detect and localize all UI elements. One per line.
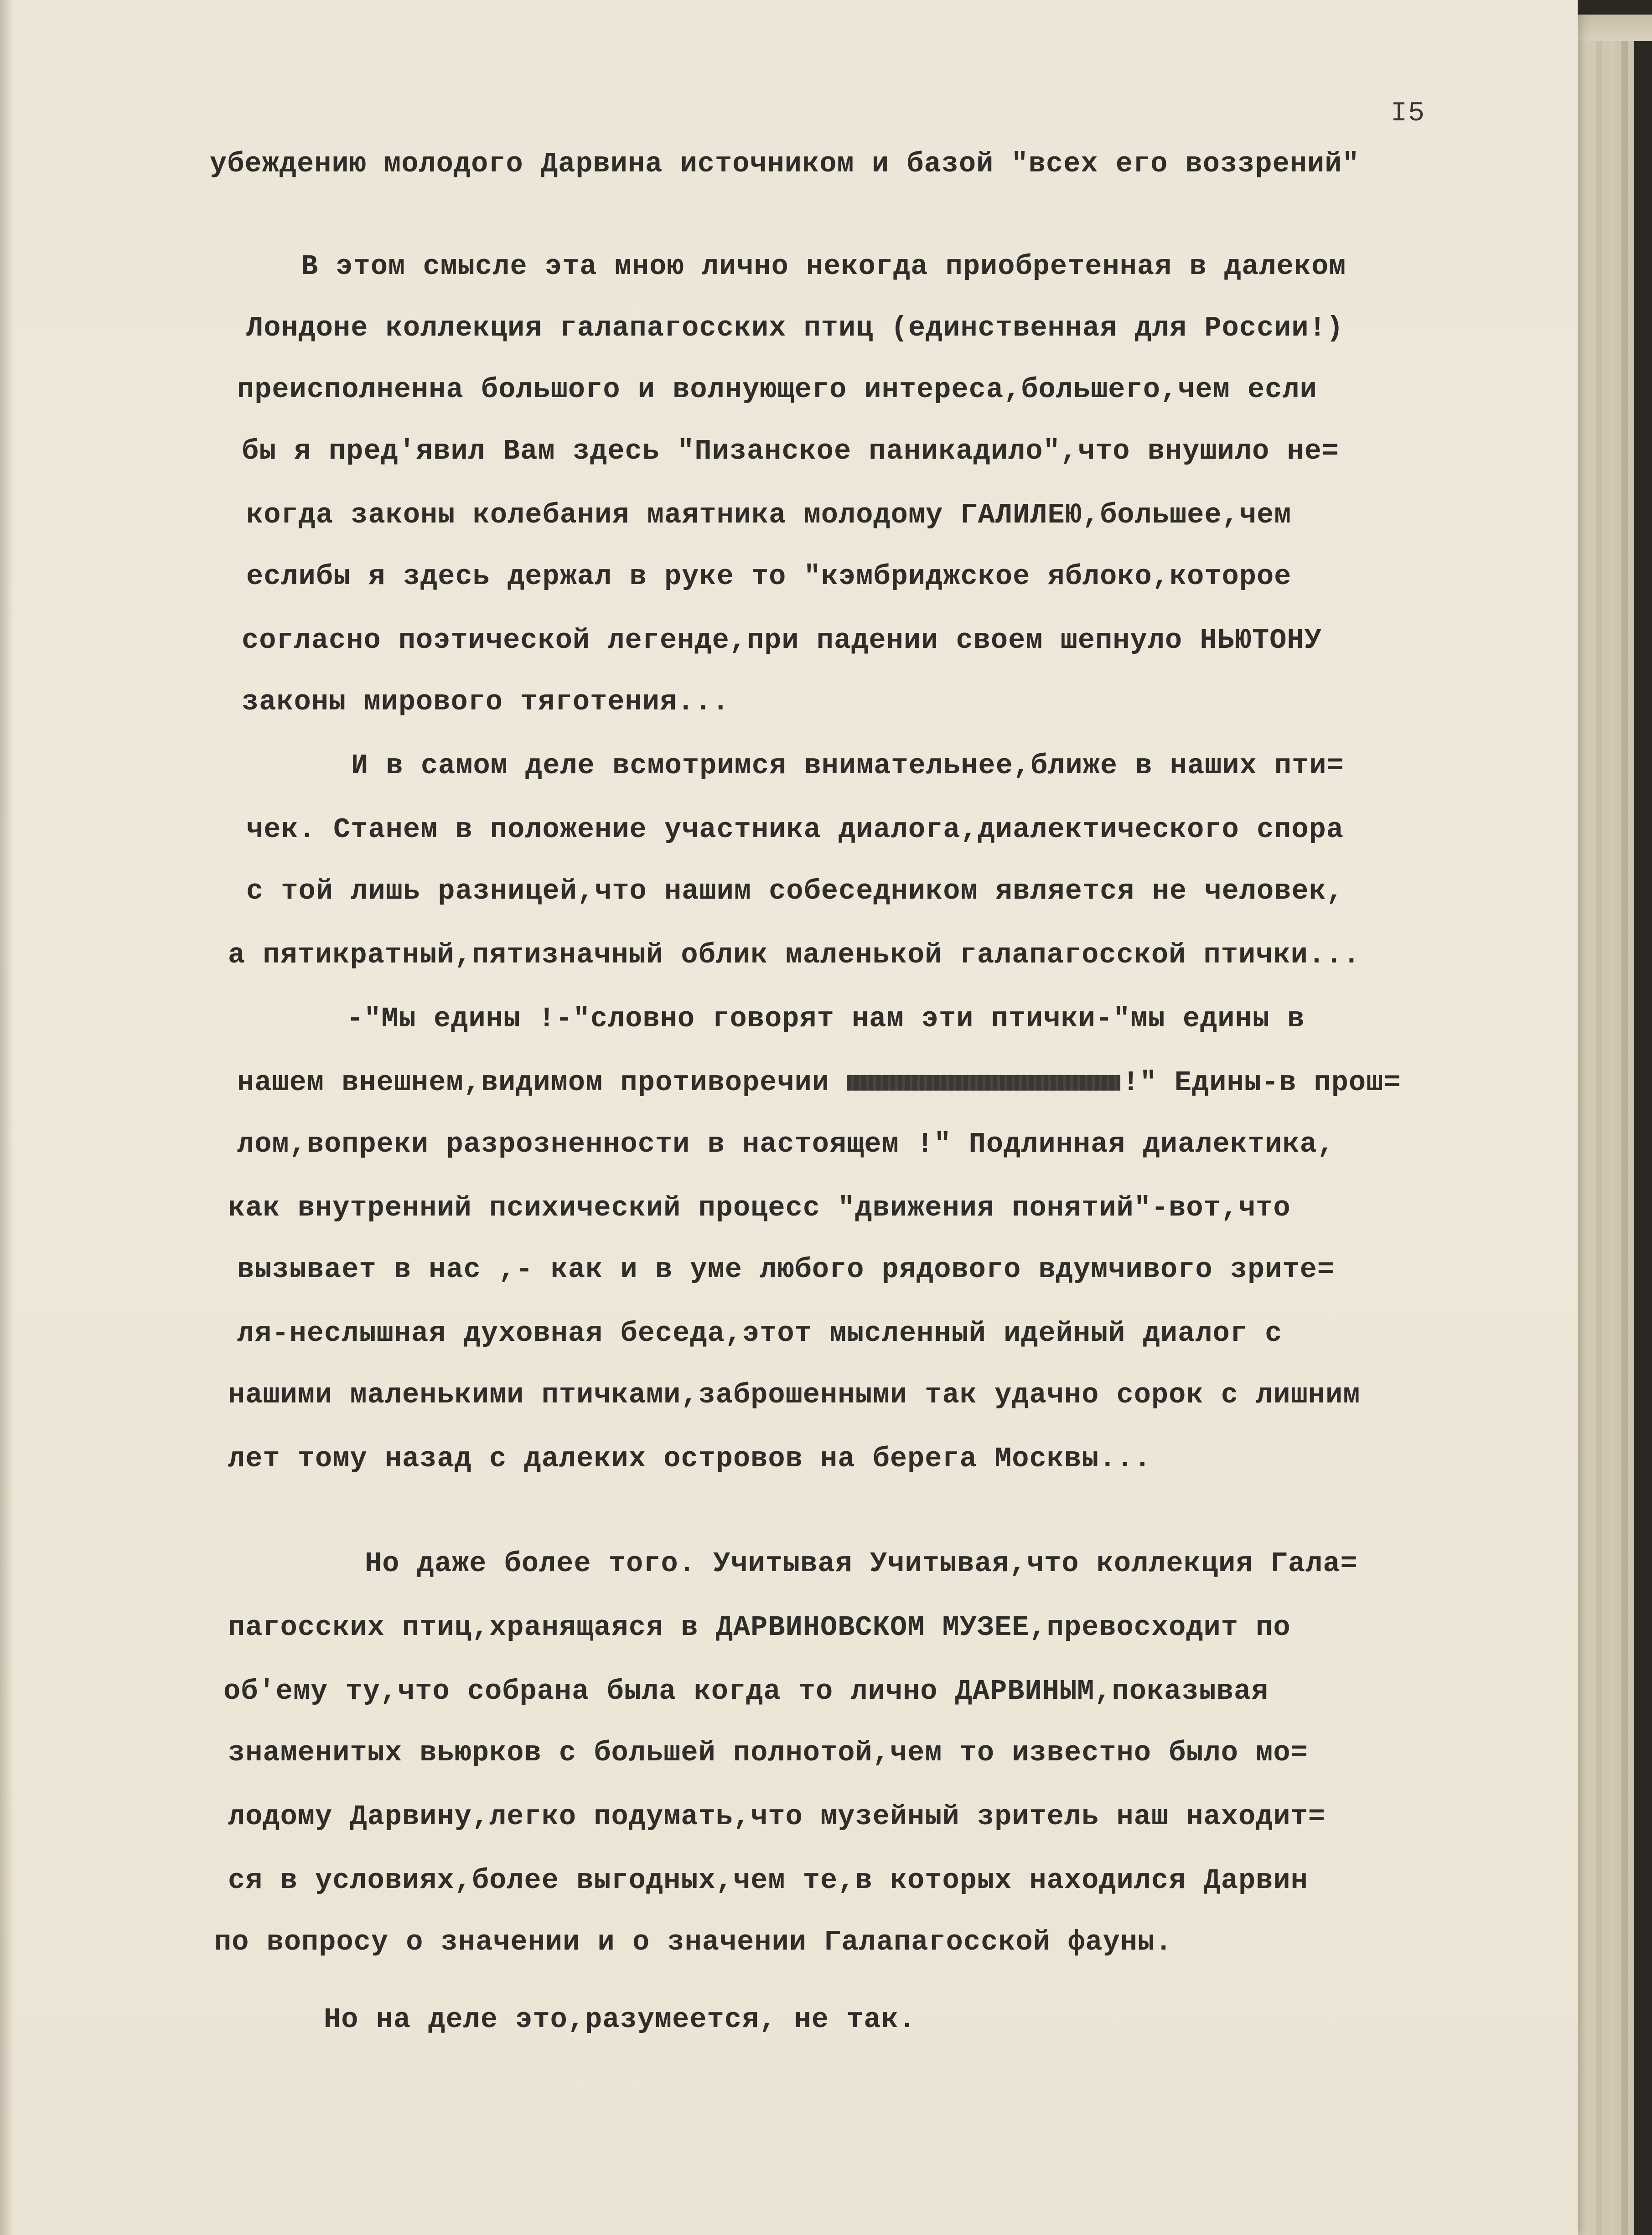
- text-segment: нашем внешнем,видимом противоречии: [237, 1066, 830, 1099]
- text-line: а пятикратный,пятизначный облик маленькой галапагосской птички...: [228, 939, 1361, 971]
- text-line: лет тому назад с далеких островов на берега Москвы...: [228, 1443, 1151, 1475]
- text-line: с той лишь разницей,что нашим собеседником является не человек,: [246, 875, 1344, 907]
- text-line: согласно поэтической легенде,при падении своем шепнуло НЬЮТОНУ: [242, 624, 1322, 657]
- text-line: еслибы я здесь держал в руке то "кэмбриджское яблоко,которое: [246, 560, 1292, 593]
- text-segment: !" Едины-в прош=: [1122, 1066, 1401, 1099]
- page-fold-shadow: [0, 0, 14, 2235]
- text-line: ля-неслышная духовная беседа,этот мысленный идейный диалог с: [237, 1317, 1283, 1350]
- page-stack-edge: [1609, 0, 1615, 2235]
- text-line: знаменитых вьюрков с большей полнотой,чем то известно было мо=: [228, 1737, 1308, 1769]
- paragraph-start-line: Но на деле это,разумеется, не так.: [324, 2003, 917, 2036]
- text-line: как внутренний психический процесс "движения понятий"-вот,что: [228, 1192, 1291, 1224]
- text-line: чек. Станем в положение участника диалога,диалектического спора: [246, 813, 1344, 846]
- text-line: по вопросу о значении и о значении Галапагосской фауны.: [214, 1926, 1173, 1958]
- page-stack-edge: [1634, 0, 1652, 2235]
- page-stack-edge: [1582, 0, 1589, 2235]
- text-line: вызывает в нас ,- как и в уме любого рядового вдумчивого зрите=: [237, 1253, 1335, 1286]
- paragraph-start-line: -"Мы едины !-"словно говорят нам эти птички-"мы едины в: [347, 1003, 1305, 1035]
- text-line: ся в условиях,более выгодных,чем те,в которых находился Дарвин: [228, 1864, 1308, 1897]
- text-line: лодому Дарвину,легко подумать,что музейный зритель наш находит=: [228, 1800, 1326, 1833]
- page-number: I5: [1391, 98, 1426, 129]
- page-stack-edge: [1596, 0, 1602, 2235]
- text-line: преисполненна большого и волнующего интереса,большего,чем если: [237, 373, 1317, 406]
- text-line: лом,вопреки разрозненности в настоящем !" Подлинная диалектика,: [237, 1128, 1335, 1160]
- paragraph-start-line: Но даже более того. Учитывая Учитывая,что коллекция Гала=: [365, 1547, 1358, 1580]
- page-stack-edge: [1621, 0, 1628, 2235]
- text-line: об'ему ту,что собрана была когда то лично ДАРВИНЫМ,показывая: [223, 1675, 1269, 1707]
- text-line: когда законы колебания маятника молодому ГАЛИЛЕЮ,большее,чем: [246, 499, 1292, 531]
- text-line: бы я пред'явил Вам здесь "Пизанское паникадило",что внушило не=: [242, 435, 1339, 467]
- paragraph-start-line: В этом смысле эта мною лично некогда приобретенная в далеком: [301, 250, 1346, 283]
- text-line: законы мирового тяготения...: [242, 686, 730, 718]
- text-line: Лондоне коллекция галапагосских птиц (единственная для России!): [246, 312, 1344, 344]
- text-line: убеждению молодого Дарвина источником и базой "всех его воззрений": [210, 148, 1360, 180]
- text-line: нашими маленькими птичками,заброшенными так удачно сорок с лишним: [228, 1379, 1361, 1411]
- text-line: пагосских птиц,хранящаяся в ДАРВИНОВСКОМ МУЗЕЕ,превосходит по: [228, 1611, 1291, 1644]
- text-line-with-strikeout: [237, 1065, 1401, 1101]
- paragraph-start-line: И в самом деле всмотримся внимательнее,ближе в наших пти=: [351, 750, 1344, 782]
- struck-out-text: [847, 1075, 1120, 1091]
